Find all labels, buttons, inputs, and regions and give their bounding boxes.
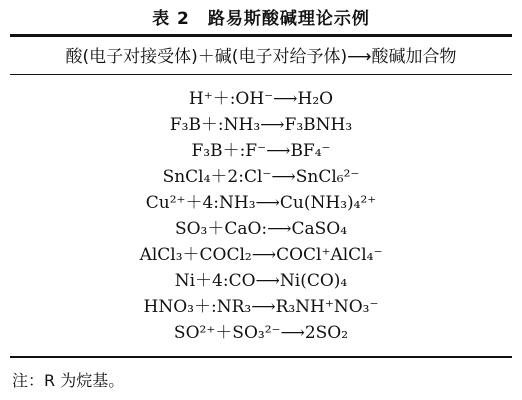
table-row: F₃B＋:F⁻⟶BF₄⁻ <box>191 141 331 161</box>
table-note: 注：R 为烷基。 <box>12 371 125 390</box>
table-row: Cu²⁺＋4:NH₃⟶Cu(NH₃)₄²⁺ <box>145 193 377 213</box>
table-row: SO²⁺＋SO₃²⁻⟶2SO₂ <box>173 323 349 343</box>
table-row: HNO₃＋:NR₃⟶R₃NH⁺NO₃⁻ <box>143 297 379 317</box>
table-row: H⁺＋:OH⁻⟶H₂O <box>188 89 334 109</box>
table-row: SnCl₄＋2:Cl⁻⟶SnCl₆²⁻ <box>162 167 360 187</box>
table-title <box>0 4 522 29</box>
table-title-text: 路易斯酸碱理论示例 <box>207 9 370 29</box>
table-row: SO₃＋CaO:⟶CaSO₄ <box>174 219 348 239</box>
table-row: AlCl₃＋COCl₂⟶COCl⁺AlCl₄⁻ <box>139 245 383 265</box>
table-number: 表 2 <box>152 9 190 29</box>
bottom-rule <box>10 356 512 358</box>
header-rule <box>10 74 512 75</box>
table-header: 酸(电子对接受体)＋碱(电子对给予体)⟶酸碱加合物 <box>65 47 457 67</box>
table-row: F₃B＋:NH₃⟶F₃BNH₃ <box>169 115 353 135</box>
top-rule <box>10 34 512 37</box>
table-row: Ni＋4:CO⟶Ni(CO)₄ <box>174 271 348 291</box>
table-body <box>0 86 522 346</box>
